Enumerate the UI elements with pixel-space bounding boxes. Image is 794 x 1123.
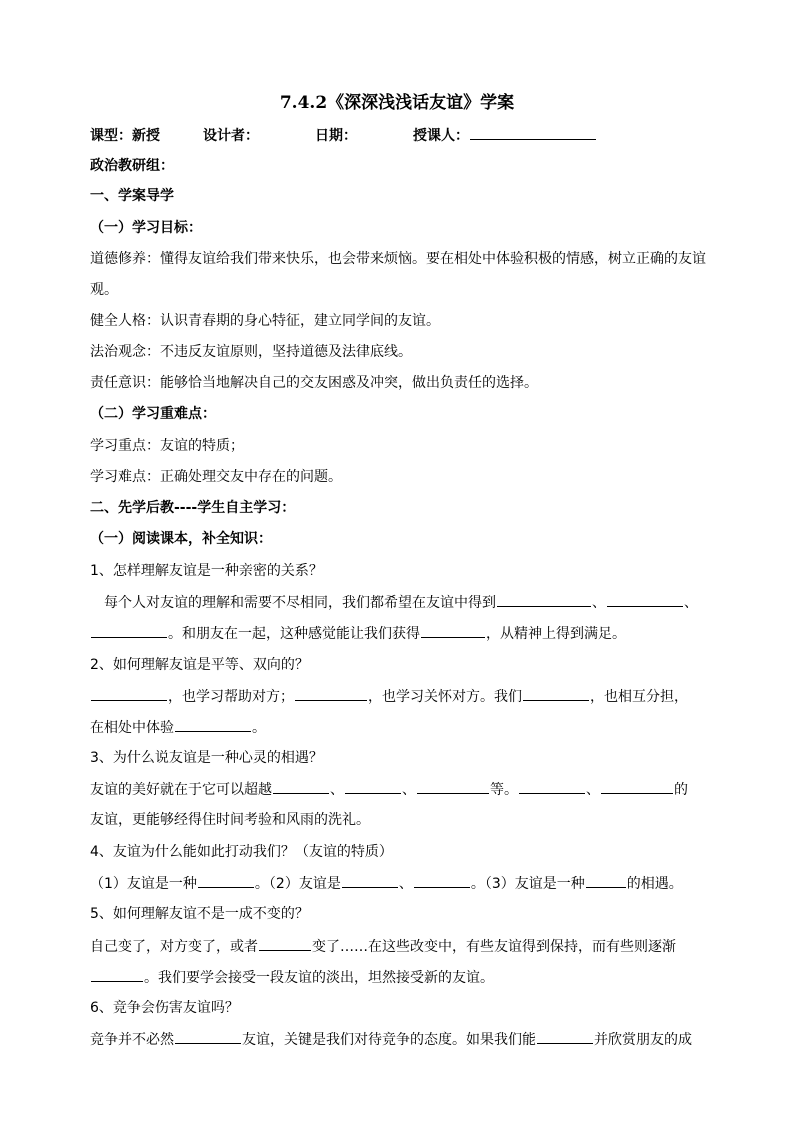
q6-answer-line1: 竞争并不必然 友谊，关键是我们对待竞争的态度。如果我们能 并欣赏朋友的成 [90, 1029, 692, 1050]
goal-law: 法治观念：不违反友谊原则，坚持道德及法律底线。 [90, 344, 412, 360]
q5-answer-line1: 自己变了，对方变了，或者 变了……在这些改变中，有些友谊得到保持，而有些则逐渐 [90, 936, 676, 957]
fill-blank[interactable] [259, 936, 311, 951]
question-3: 3、为什么说友谊是一种心灵的相遇？ [90, 750, 323, 766]
fill-blank[interactable] [417, 779, 489, 794]
fill-blank[interactable] [414, 873, 470, 888]
fill-blank[interactable] [601, 779, 673, 794]
fill-blank[interactable] [91, 623, 167, 638]
page-title: 7.4.2《深深浅浅话友谊》学案 [279, 93, 515, 113]
q1-answer-line2: 。和朋友在一起，这种感觉能让我们获得 ，从精神上得到满足。 [90, 623, 626, 644]
question-2: 2、如何理解友谊是平等、双向的？ [90, 657, 309, 673]
fill-blank[interactable] [607, 592, 683, 607]
fill-blank[interactable] [421, 623, 485, 638]
designer-label: 设计者： [203, 128, 259, 144]
date-label: 日期： [315, 128, 357, 144]
section2-sub-heading: （一）阅读课本，补全知识： [90, 531, 272, 547]
fill-blank[interactable] [91, 967, 143, 982]
group-label: 政治教研组： [90, 158, 174, 174]
fill-blank[interactable] [175, 717, 251, 732]
fill-blank[interactable] [342, 873, 398, 888]
goal-moral-cont: 观。 [90, 282, 118, 298]
header-row [90, 125, 597, 146]
difficult-point: 学习难点：正确处理交友中存在的问题。 [90, 469, 342, 485]
goal-responsibility: 责任意识：能够恰当地解决自己的交友困惑及冲突，做出负责任的选择。 [90, 375, 538, 391]
q1-answer-line1: 每个人对友谊的理解和需要不尽相同，我们都希望在友谊中得到 、 、 [104, 592, 698, 613]
q2-answer-line1: ，也学习帮助对方； ，也学习关怀对方。我们 ，也相互分担， [90, 686, 688, 707]
fill-blank[interactable] [91, 686, 167, 701]
key-point: 学习重点：友谊的特质； [90, 438, 244, 454]
fill-blank[interactable] [497, 592, 591, 607]
q5-answer-line2: 。我们要学会接受一段友谊的淡出，坦然接受新的友谊。 [90, 967, 494, 988]
goals-heading: （一）学习目标： [90, 220, 202, 236]
teacher-blank[interactable] [470, 125, 596, 140]
fill-blank[interactable] [523, 686, 589, 701]
q3-answer-line2: 友谊，更能够经得住时间考验和风雨的洗礼。 [90, 812, 370, 828]
fill-blank[interactable] [586, 873, 626, 888]
q3-answer-line1: 友谊的美好就在于它可以超越 、 、 等。 、 的 [90, 779, 688, 800]
question-5: 5、如何理解友谊不是一成不变的？ [90, 906, 309, 922]
goal-moral: 道德修养：懂得友谊给我们带来快乐，也会带来烦恼。要在相处中体验积极的情感，树立正确的友谊 [90, 251, 706, 267]
fill-blank[interactable] [175, 1029, 241, 1044]
fill-blank[interactable] [519, 779, 585, 794]
section1-heading: 一、学案导学 [90, 188, 174, 204]
question-1: 1、怎样理解友谊是一种亲密的关系？ [90, 563, 323, 579]
fill-blank[interactable] [345, 779, 401, 794]
q4-answer-line1: （1）友谊是一种 。（2）友谊是 、 。（3）友谊是一种 的相遇。 [90, 873, 683, 894]
keypoints-heading: （二）学习重难点： [90, 406, 216, 422]
q2-answer-line2: 在相处中体验 。 [90, 717, 266, 738]
fill-blank[interactable] [295, 686, 367, 701]
question-4: 4、友谊为什么能如此打动我们？（友谊的特质） [90, 844, 393, 860]
fill-blank[interactable] [537, 1029, 593, 1044]
fill-blank[interactable] [273, 779, 329, 794]
section2-heading: 二、先学后教----学生自主学习： [90, 500, 296, 516]
fill-blank[interactable] [198, 873, 254, 888]
question-6: 6、竞争会伤害友谊吗？ [90, 1000, 239, 1016]
goal-personality: 健全人格：认识青春期的身心特征，建立同学间的友谊。 [90, 313, 440, 329]
teacher-label: 授课人： [413, 128, 469, 144]
lesson-type: 课型：新授 [90, 128, 160, 144]
